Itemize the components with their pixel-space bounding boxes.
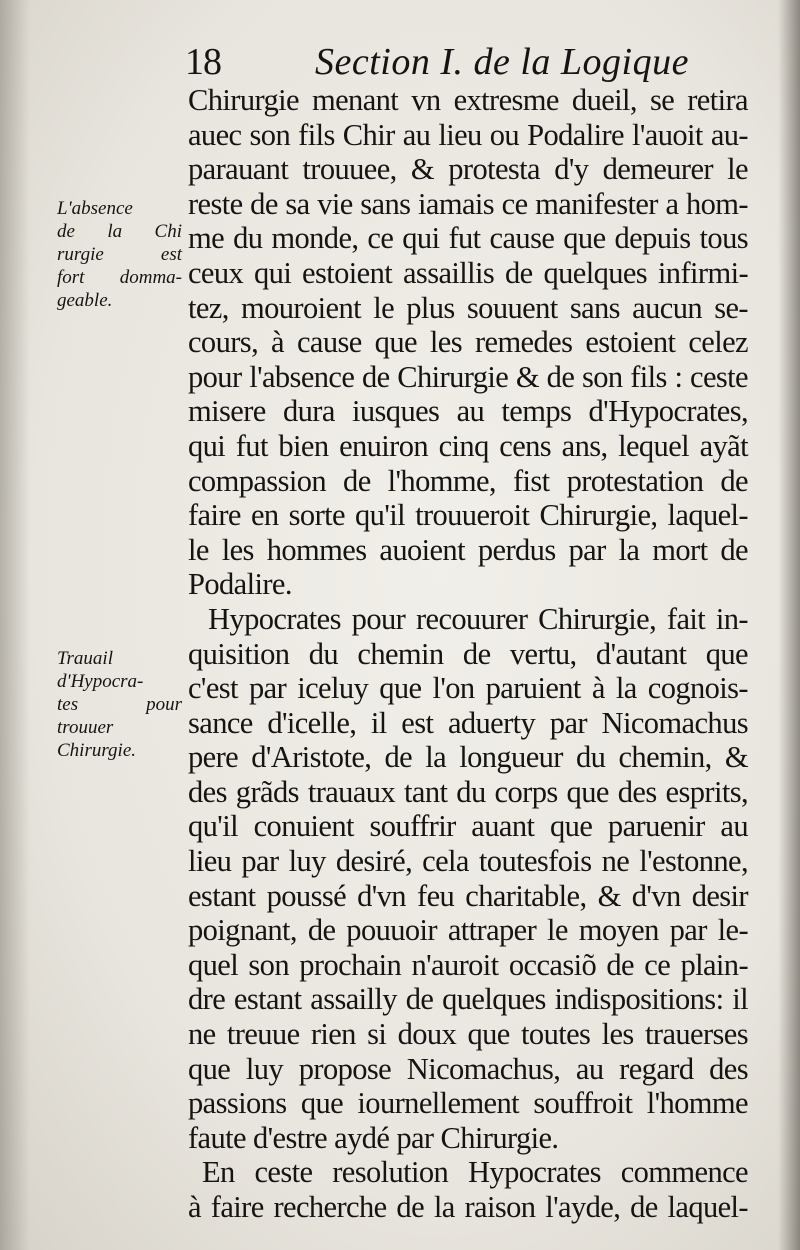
text-line: compassion de l'homme, fist protestation de [188,463,748,498]
text-line: passions que iournellement souffroit l'homme [188,1086,748,1121]
text-line: ceux qui estoient assaillis de quelques infirmi- [188,255,748,290]
text-line: misere dura iusques au temps d'Hypocrates, [188,394,748,429]
text-line: sance d'icelle, il est aduerty par Nicomachus [188,705,748,740]
paragraph-first-line: Hypocrates pour recouurer Chirurgie, fait in- [208,601,748,636]
text-line: parauant trouuee, & protesta d'y demeurer le [188,152,748,187]
text-line: Chirurgie menant vn extresme dueil, se retira [188,83,748,117]
body-text [188,83,748,1225]
page-number: 18 [185,41,221,83]
margin-note-absence [57,197,182,312]
running-head: Section I. de la Logique [315,41,689,83]
text-line: dre estant assailly de quelques indispositions: il [188,982,748,1017]
gutter-shadow [0,0,30,1250]
text-line: pere d'Aristote, de la longueur du chemin, & [188,740,748,775]
text-line: des grãds trauaux tant du corps que des esprits, [188,774,748,809]
text-line: quisition du chemin de vertu, d'autant que [188,636,748,671]
text-line: cours, à cause que les remedes estoient celez [188,325,748,360]
margin-note-line: Chirurgie. [57,740,136,761]
page-header [185,38,775,88]
page-edge-shadow [778,0,800,1250]
text-line: lieu par luy desiré, cela toutesfois ne l'estonne, [188,844,748,879]
paragraph-first-line: En ceste resolution Hypocrates commence [202,1155,748,1190]
text-line: estant poussé d'vn feu charitable, & d'vn desir [188,878,748,913]
text-line: pour l'absence de Chirurgie & de son fils : ceste [188,359,748,394]
margin-note-line: fort domma- [57,267,182,288]
text-line: le les hommes auoient perdus par la mort de [188,532,748,567]
text-line: c'est par iceluy que l'on paruient à la cognois- [188,671,748,706]
margin-note-trauail [57,647,182,762]
text-line: ne treuue rien si doux que toutes les trauerses [188,1017,748,1052]
text-line: que luy propose Nicomachus, au regard des [188,1051,748,1086]
margin-note-line: L'absence [57,198,133,219]
text-line: à faire recherche de la raison l'ayde, de laquel- [188,1190,748,1224]
text-line: quel son prochain n'auroit occasiõ de ce plain- [188,947,748,982]
margin-note-line: de la Chi [57,221,182,242]
text-line: Podalire. [188,567,292,602]
margin-note-line: d'Hypocra- [57,671,144,692]
margin-note-line: Trauail [57,648,113,669]
margin-note-line: tes pour [57,694,182,715]
margin-note-line: rurgie est [57,244,182,265]
text-line: auec son fils Chir au lieu ou Podalire l'auoit au- [188,117,748,152]
text-line: tez, mouroient le plus souuent sans aucun se- [188,290,748,325]
text-line: qui fut bien enuiron cinq cens ans, lequel ayãt [188,428,748,463]
text-line: me du monde, ce qui fut cause que depuis tous [188,221,748,256]
margin-note-line: geable. [57,290,113,311]
text-line: faute d'estre aydé par Chirurgie. [188,1120,559,1155]
text-line: poignant, de pouuoir attraper le moyen par le- [188,913,748,948]
text-line: reste de sa vie sans iamais ce manifester a hom- [188,186,748,221]
margin-note-line: trouuer [57,717,114,738]
text-line: qu'il conuient souffrir auant que paruenir au [188,809,748,844]
text-line: faire en sorte qu'il trouueroit Chirurgie, laquel- [188,498,748,533]
